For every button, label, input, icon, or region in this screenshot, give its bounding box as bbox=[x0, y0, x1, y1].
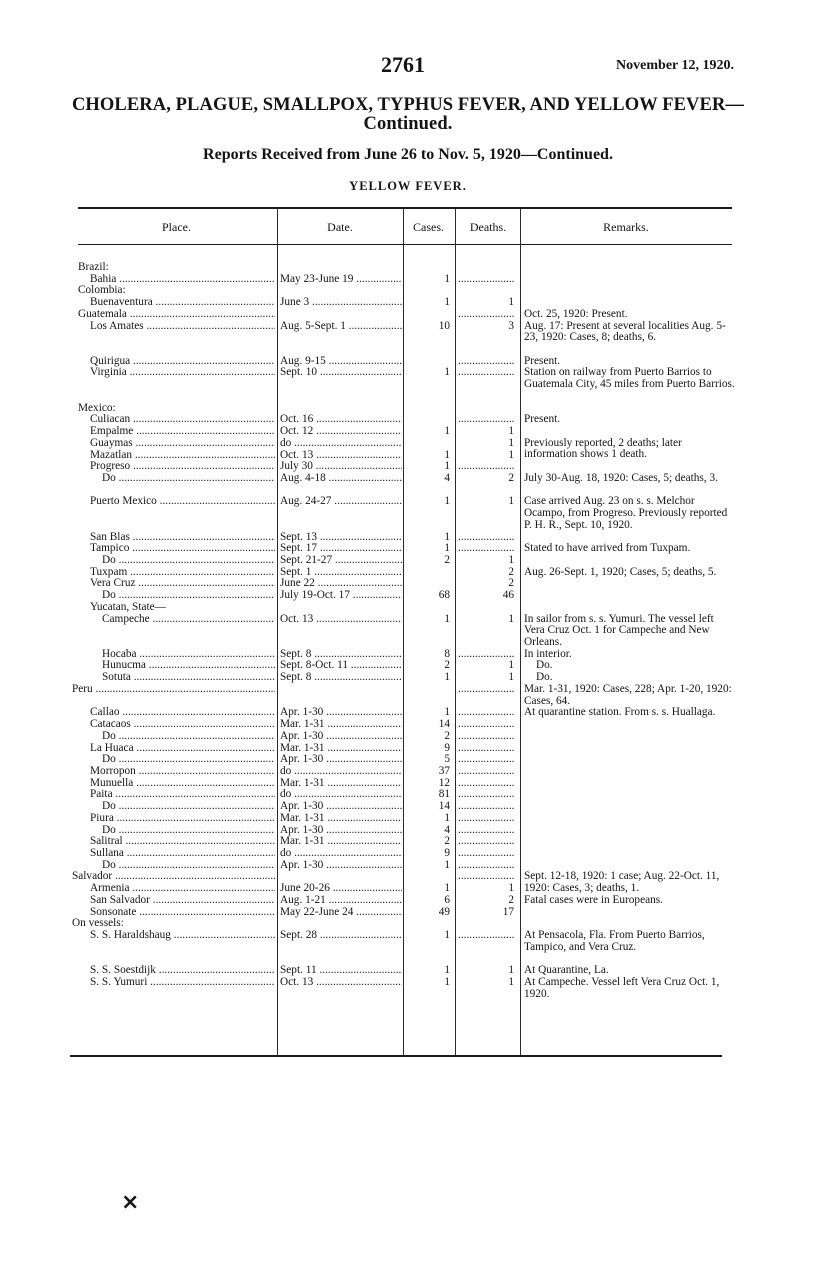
deaths-cell bbox=[458, 731, 514, 743]
deaths-cell: 1 bbox=[508, 449, 514, 461]
deaths-cell bbox=[458, 414, 514, 426]
cases-cell: 2 bbox=[444, 555, 450, 566]
date-cell: do ..... bbox=[280, 766, 402, 778]
place-cell: Do ..... bbox=[102, 473, 275, 485]
place-cell: Los Amates ..... bbox=[90, 321, 275, 333]
deaths-cell: 2 bbox=[508, 578, 514, 590]
cases-cell: 37 bbox=[438, 765, 450, 777]
deaths-cell bbox=[458, 848, 514, 860]
place-cell: Do ..... bbox=[102, 590, 275, 602]
deaths-cell bbox=[458, 367, 514, 379]
place-cell: San Salvador ..... bbox=[90, 895, 275, 907]
date-cell: Sept. 10 ..... bbox=[280, 367, 402, 379]
cases-cell: 1 bbox=[444, 543, 450, 555]
column-header-deaths: Deaths. bbox=[469, 220, 507, 234]
deaths-cell: 2 bbox=[508, 566, 514, 578]
date-cell: Oct. 16 ..... bbox=[280, 414, 402, 426]
cases-cell: 2 bbox=[444, 730, 450, 742]
place-cell: S. S. Haraldshaug ..... bbox=[90, 930, 275, 942]
date-cell: May 22-June 24 ..... bbox=[280, 907, 402, 919]
place-cell: Munuella ..... bbox=[90, 778, 275, 790]
deaths-cell bbox=[458, 871, 514, 883]
table-row bbox=[0, 262, 816, 274]
date-cell: Apr. 1-30 ..... bbox=[280, 825, 402, 837]
cases-cell: 81 bbox=[438, 789, 450, 801]
date-cell: Oct. 13 ..... bbox=[280, 614, 402, 626]
place-cell: Do ..... bbox=[102, 860, 275, 872]
date-cell: Mar. 1-31 ..... bbox=[280, 836, 402, 848]
date-cell: Apr. 1-30 ..... bbox=[280, 707, 402, 719]
place-cell: Sullana ..... bbox=[90, 848, 275, 860]
date-cell: Sept. 8 ..... bbox=[280, 649, 402, 661]
remark-text: Fatal cases were in Europeans. bbox=[524, 893, 663, 906]
deaths-cell bbox=[458, 309, 514, 321]
cases-cell: 1 bbox=[444, 930, 450, 942]
column-header-place: Place. bbox=[162, 220, 191, 234]
date-cell: July 19-Oct. 17 ..... bbox=[280, 590, 402, 602]
place-cell: On vessels: bbox=[72, 918, 124, 930]
place-cell: Hocaba ..... bbox=[102, 649, 275, 661]
deaths-cell bbox=[458, 766, 514, 778]
cases-cell: 1 bbox=[444, 273, 450, 285]
remark-text: Aug. 26-Sept. 1, 1920; Cases, 5; deaths, 5. bbox=[524, 565, 717, 578]
cases-cell: 1 bbox=[444, 812, 450, 824]
place-cell: S. S. Yumuri ..... bbox=[90, 977, 275, 989]
deaths-cell bbox=[458, 274, 514, 286]
cases-cell: 1 bbox=[444, 672, 450, 684]
deaths-cell bbox=[458, 707, 514, 719]
date-cell: June 3 ..... bbox=[280, 297, 402, 309]
place-cell: Culiacan ..... bbox=[90, 414, 275, 426]
place-cell: Mazatlan ..... bbox=[90, 450, 275, 462]
cases-cell: 1 bbox=[444, 461, 450, 473]
table-row bbox=[0, 813, 816, 825]
remark-text: Station on railway from Puerto Barrios to Guatemala City, 45 miles from Puerto Barrios. bbox=[524, 366, 735, 391]
deaths-cell: 1 bbox=[508, 883, 514, 895]
remark-text: Do. bbox=[536, 671, 553, 684]
cases-cell: 6 bbox=[444, 894, 450, 906]
place-cell: Do ..... bbox=[102, 825, 275, 837]
deaths-cell: 1 bbox=[508, 437, 514, 449]
table-row bbox=[0, 953, 816, 965]
deaths-cell: 1 bbox=[508, 555, 514, 566]
deaths-cell bbox=[458, 930, 514, 942]
place-cell: La Huaca ..... bbox=[90, 743, 275, 755]
date-cell: Aug. 9-15 ..... bbox=[280, 356, 402, 368]
date-cell: June 22 ..... bbox=[280, 578, 402, 590]
place-cell: Quirigua ..... bbox=[90, 356, 275, 368]
remark-text: Previously reported, 2 deaths; later information shows 1 death. bbox=[524, 436, 682, 461]
table-row bbox=[0, 778, 816, 790]
deaths-cell bbox=[458, 860, 514, 872]
cases-cell: 9 bbox=[444, 742, 450, 754]
deaths-cell bbox=[458, 719, 514, 731]
cross-mark: × bbox=[121, 1190, 140, 1215]
remark-text: July 30-Aug. 18, 1920: Cases, 5; deaths, 3. bbox=[524, 471, 718, 484]
column-header-remarks: Remarks. bbox=[603, 220, 649, 234]
place-cell: Do ..... bbox=[102, 801, 275, 813]
remark-text: Do. bbox=[536, 659, 553, 672]
cases-cell: 49 bbox=[438, 906, 450, 918]
cases-cell: 1 bbox=[444, 297, 450, 309]
deaths-cell bbox=[458, 813, 514, 825]
cases-cell: 10 bbox=[438, 320, 450, 332]
column-header-cases: Cases. bbox=[413, 220, 444, 234]
deaths-cell bbox=[458, 754, 514, 766]
deaths-cell bbox=[458, 778, 514, 790]
date-cell: do ..... bbox=[280, 789, 402, 801]
cases-cell: 1 bbox=[444, 859, 450, 871]
place-cell: Tampico ..... bbox=[90, 543, 275, 555]
cases-cell: 2 bbox=[444, 836, 450, 848]
place-cell: S. S. Soestdijk ..... bbox=[90, 965, 275, 977]
cases-cell: 68 bbox=[438, 590, 450, 602]
date-cell: Oct. 12 ..... bbox=[280, 426, 402, 438]
remark-text: In sailor from s. s. Yumuri. The vessel left Vera Cruz Oct. 1 for Campeche and New Orleans. bbox=[524, 612, 714, 648]
remark-text: Oct. 25, 1920: Present. bbox=[524, 307, 628, 320]
place-cell: Colombia: bbox=[78, 285, 126, 297]
date-cell: Apr. 1-30 ..... bbox=[280, 754, 402, 766]
place-cell: Yucatan, State— bbox=[90, 601, 166, 613]
place-cell: Morropon ..... bbox=[90, 766, 275, 778]
document-subtitle: Reports Received from June 26 to Nov. 5, 1920—Continued. bbox=[203, 146, 613, 163]
date-cell: Sept. 13 ..... bbox=[280, 532, 402, 544]
place-cell: Brazil: bbox=[78, 262, 109, 273]
cases-cell: 12 bbox=[438, 777, 450, 789]
date-cell: Sept. 11 ..... bbox=[280, 965, 402, 977]
deaths-cell bbox=[458, 543, 514, 555]
table-bottom-rule bbox=[70, 1055, 722, 1057]
table-row bbox=[0, 426, 816, 438]
date-cell: Sept. 8 ..... bbox=[280, 672, 402, 684]
place-cell: Virginia ..... bbox=[90, 367, 275, 379]
date-cell: Sept. 21-27 ..... bbox=[280, 555, 402, 567]
place-cell: Buenaventura ..... bbox=[90, 297, 275, 309]
cases-cell: 1 bbox=[444, 976, 450, 988]
place-cell: Sonsonate ..... bbox=[90, 907, 275, 919]
date-cell: Aug. 1-21 ..... bbox=[280, 895, 402, 907]
place-cell: Sotuta ..... bbox=[102, 672, 275, 684]
table-row bbox=[0, 766, 816, 778]
place-cell: Callao ..... bbox=[90, 707, 275, 719]
table-row bbox=[0, 719, 816, 731]
table-row bbox=[0, 403, 816, 415]
table-row bbox=[0, 789, 816, 801]
date-cell: June 20-26 ..... bbox=[280, 883, 402, 895]
place-cell: Salitral ..... bbox=[90, 836, 275, 848]
date-cell: Mar. 1-31 ..... bbox=[280, 743, 402, 755]
deaths-cell bbox=[458, 461, 514, 473]
date-cell: Aug. 5-Sept. 1 ..... bbox=[280, 321, 402, 333]
table-row bbox=[0, 825, 816, 837]
deaths-cell bbox=[458, 743, 514, 755]
place-cell: Vera Cruz ..... bbox=[90, 578, 275, 590]
cases-cell: 1 bbox=[444, 496, 450, 508]
place-cell: Progreso ..... bbox=[90, 461, 275, 473]
date-cell: Mar. 1-31 ..... bbox=[280, 719, 402, 731]
place-cell: Tuxpam ..... bbox=[90, 567, 275, 579]
place-cell: San Blas ..... bbox=[90, 532, 275, 544]
date-cell: May 23-June 19 ..... bbox=[280, 274, 402, 286]
page-number: 2761 bbox=[381, 52, 425, 77]
table-row bbox=[0, 297, 816, 309]
date-cell: Apr. 1-30 ..... bbox=[280, 731, 402, 743]
remark-text: Mar. 1-31, 1920: Cases, 228; Apr. 1-20, 1920: Cases, 64. bbox=[524, 682, 732, 707]
section-heading: YELLOW FEVER. bbox=[349, 179, 467, 193]
table-row bbox=[0, 274, 816, 286]
place-cell: Catacaos ..... bbox=[90, 719, 275, 731]
place-cell: Puerto Mexico ..... bbox=[90, 496, 275, 508]
deaths-cell: 2 bbox=[508, 472, 514, 484]
cases-cell: 1 bbox=[444, 449, 450, 461]
remark-text: Sept. 12-18, 1920: 1 case; Aug. 22-Oct. 11, 1920: Cases, 3; deaths, 1. bbox=[524, 870, 720, 895]
table-row bbox=[0, 578, 816, 590]
table-row bbox=[0, 285, 816, 297]
page-date: November 12, 1920. bbox=[616, 58, 734, 73]
date-cell: July 30 ..... bbox=[280, 461, 402, 473]
cases-cell: 8 bbox=[444, 648, 450, 660]
cases-cell: 1 bbox=[444, 883, 450, 895]
date-cell: Sept. 1 ..... bbox=[280, 567, 402, 579]
cases-cell: 2 bbox=[444, 660, 450, 672]
deaths-cell bbox=[458, 801, 514, 813]
remark-text: Present. bbox=[524, 413, 561, 426]
deaths-cell bbox=[458, 836, 514, 848]
remark-text: In interior. bbox=[524, 647, 572, 660]
deaths-cell: 1 bbox=[508, 965, 514, 977]
table-top-rule bbox=[78, 207, 732, 209]
place-cell: Mexico: bbox=[78, 402, 116, 414]
table-row bbox=[0, 907, 816, 919]
table-row bbox=[0, 743, 816, 755]
place-cell: Do ..... bbox=[102, 555, 275, 567]
table-row bbox=[0, 391, 816, 403]
table-row bbox=[0, 848, 816, 860]
deaths-cell: 17 bbox=[502, 906, 514, 918]
remark-text: At quarantine station. From s. s. Huallaga. bbox=[524, 706, 716, 719]
place-cell: Do ..... bbox=[102, 731, 275, 743]
cases-cell: 1 bbox=[444, 531, 450, 543]
remark-text: At Pensacola, Fla. From Puerto Barrios, Tampico, and Vera Cruz. bbox=[524, 929, 705, 953]
place-cell: Piura ..... bbox=[90, 813, 275, 825]
page-header bbox=[0, 52, 816, 82]
deaths-cell: 1 bbox=[508, 297, 514, 309]
cases-cell: 14 bbox=[438, 801, 450, 813]
remark-text: At Quarantine, La. bbox=[524, 964, 609, 977]
date-cell: Aug. 24-27 ..... bbox=[280, 496, 402, 508]
cases-cell: 1 bbox=[444, 613, 450, 625]
date-cell: Apr. 1-30 ..... bbox=[280, 860, 402, 872]
cases-cell: 5 bbox=[444, 754, 450, 766]
date-cell: Sept. 17 ..... bbox=[280, 543, 402, 555]
remark-text: Present. bbox=[524, 354, 561, 367]
place-cell: Campeche ..... bbox=[102, 614, 275, 626]
remark-text: Aug. 17: Present at several localities Aug. 5-23, 1920: Cases, 8; deaths, 6. bbox=[524, 319, 726, 344]
deaths-cell: 1 bbox=[508, 613, 514, 625]
deaths-cell bbox=[458, 825, 514, 837]
deaths-cell bbox=[458, 532, 514, 544]
date-cell: Oct. 13 ..... bbox=[280, 450, 402, 462]
date-cell: do ..... bbox=[280, 848, 402, 860]
place-cell: Guaymas ..... bbox=[90, 438, 275, 450]
deaths-cell: 3 bbox=[508, 320, 514, 332]
place-cell: Armenia ..... bbox=[90, 883, 275, 895]
table-row bbox=[0, 344, 816, 356]
deaths-cell bbox=[458, 789, 514, 801]
cases-cell: 1 bbox=[444, 426, 450, 438]
date-cell: Aug. 4-18 ..... bbox=[280, 473, 402, 485]
deaths-cell: 1 bbox=[508, 672, 514, 684]
place-cell: Salvador ..... bbox=[72, 871, 275, 883]
column-header-date: Date. bbox=[327, 220, 353, 234]
deaths-cell bbox=[458, 356, 514, 368]
date-cell: Oct. 13 ..... bbox=[280, 977, 402, 989]
cases-cell: 1 bbox=[444, 965, 450, 977]
table-header-rule bbox=[78, 244, 732, 245]
remark-text: Case arrived Aug. 23 on s. s. Melchor Ocampo, from Progreso. Previously reported P. H. R., Sept. 10, 1920. bbox=[524, 495, 728, 531]
deaths-cell: 1 bbox=[508, 660, 514, 672]
deaths-cell: 2 bbox=[508, 894, 514, 906]
table-row bbox=[0, 801, 816, 813]
date-cell: do ..... bbox=[280, 438, 402, 450]
deaths-cell bbox=[458, 649, 514, 661]
date-cell: Sept. 8-Oct. 11 ..... bbox=[280, 660, 402, 672]
cases-cell: 14 bbox=[438, 719, 450, 731]
date-cell: Apr. 1-30 ..... bbox=[280, 801, 402, 813]
cases-cell: 1 bbox=[444, 707, 450, 719]
place-cell: Empalme ..... bbox=[90, 426, 275, 438]
cases-cell: 4 bbox=[444, 824, 450, 836]
deaths-cell: 46 bbox=[502, 590, 514, 602]
deaths-cell: 1 bbox=[508, 976, 514, 988]
place-cell: Peru ..... bbox=[72, 684, 275, 696]
table-row bbox=[0, 836, 816, 848]
date-cell: Mar. 1-31 ..... bbox=[280, 813, 402, 825]
remark-text: At Campeche. Vessel left Vera Cruz Oct. 1, 1920. bbox=[524, 975, 720, 1000]
cases-cell: 4 bbox=[444, 472, 450, 484]
deaths-cell bbox=[458, 684, 514, 696]
date-cell: Mar. 1-31 ..... bbox=[280, 778, 402, 790]
place-cell: Do ..... bbox=[102, 754, 275, 766]
document-title: CHOLERA, PLAGUE, SMALLPOX, TYPHUS FEVER, AND YELLOW FEVER—Continued. bbox=[71, 95, 745, 134]
place-cell: Bahia ..... bbox=[90, 274, 275, 286]
date-cell: Sept. 28 ..... bbox=[280, 930, 402, 942]
place-cell: Guatemala ..... bbox=[78, 309, 275, 321]
remark-text: Stated to have arrived from Tuxpam. bbox=[524, 542, 691, 555]
place-cell: Hunucma ..... bbox=[102, 660, 275, 672]
place-cell: Paita ..... bbox=[90, 789, 275, 801]
deaths-cell: 1 bbox=[508, 426, 514, 438]
table-row bbox=[0, 731, 816, 743]
table-row bbox=[0, 590, 816, 602]
cases-cell: 1 bbox=[444, 367, 450, 379]
table-row bbox=[0, 532, 816, 544]
deaths-cell: 1 bbox=[508, 496, 514, 508]
cases-cell: 9 bbox=[444, 848, 450, 859]
table-row bbox=[0, 754, 816, 766]
